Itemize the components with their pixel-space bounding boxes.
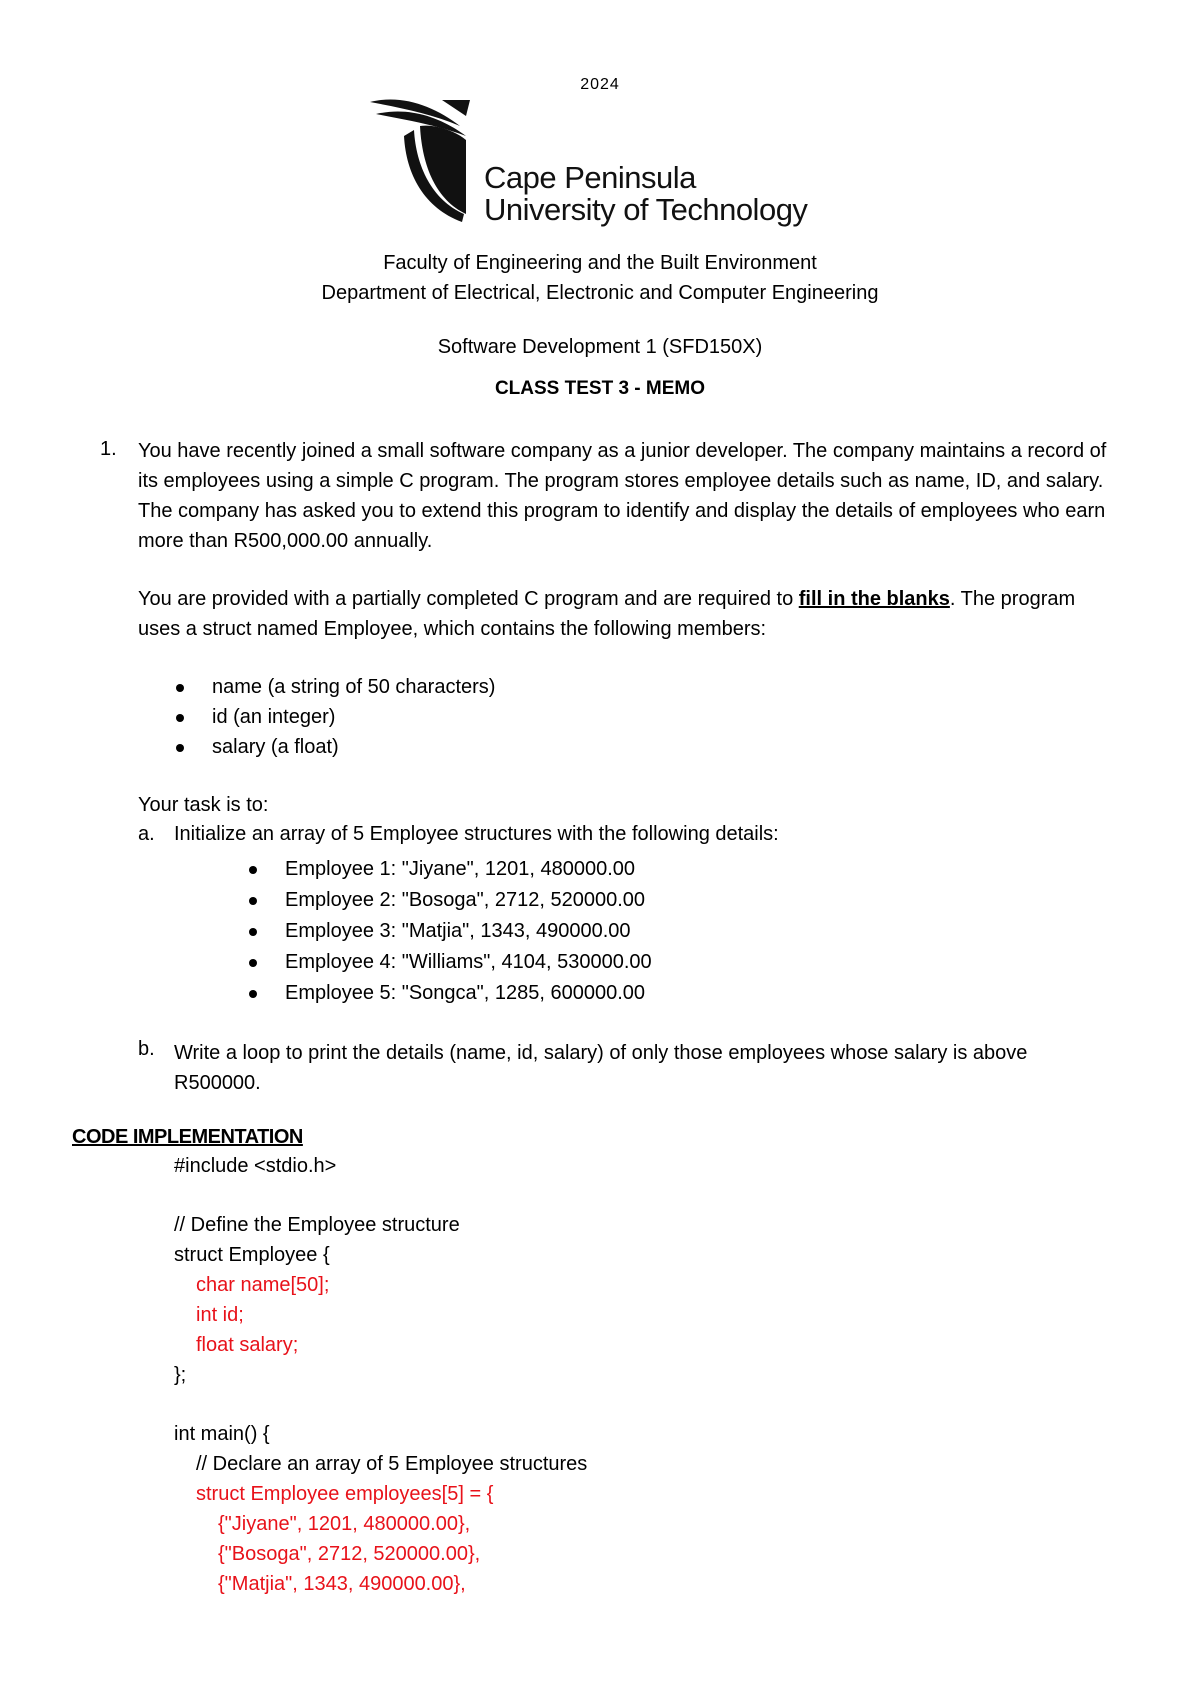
code-line-array-comment: // Declare an array of 5 Employee structures xyxy=(196,1453,588,1475)
paragraph-2-intro: You are provided with a partially completed C program and are required to xyxy=(138,588,799,610)
bullet-icon xyxy=(249,959,257,967)
code-line-main: int main() { xyxy=(174,1423,270,1445)
faculty-heading: Faculty of Engineering and the Built Environment xyxy=(383,252,817,274)
code-answer-name-member: char name[50]; xyxy=(196,1274,330,1296)
item-a-text: Initialize an array of 5 Employee structures with the following details: xyxy=(174,823,779,845)
bullet-icon xyxy=(249,990,257,998)
bullet-icon xyxy=(249,897,257,905)
document-year: 2024 xyxy=(580,76,620,93)
item-b-label: b. xyxy=(138,1038,155,1060)
university-logo xyxy=(362,96,832,246)
course-heading: Software Development 1 (SFD150X) xyxy=(437,336,763,358)
task-intro: Your task is to: xyxy=(138,794,269,816)
code-answer-array-entry: {"Bosoga", 2712, 520000.00}, xyxy=(218,1543,481,1565)
code-implementation-heading: CODE IMPLEMENTATION xyxy=(72,1126,303,1148)
question-number: 1. xyxy=(100,438,117,460)
code-answer-array-entry: {"Jiyane", 1201, 480000.00}, xyxy=(218,1513,471,1535)
bullet-icon xyxy=(249,866,257,874)
bullet-icon xyxy=(249,928,257,936)
test-title: CLASS TEST 3 - MEMO xyxy=(494,378,706,399)
fill-in-the-blanks-emphasis: fill in the blanks xyxy=(798,588,950,610)
university-logo-icon xyxy=(362,96,502,226)
code-line-include: #include <stdio.h> xyxy=(174,1155,337,1177)
university-name-line2: University of Technology xyxy=(484,192,808,227)
item-b-text: Write a loop to print the details (name, id, salary) of only those employees whose salary is above R500000. xyxy=(174,1042,1028,1094)
code-answer-id-member: int id; xyxy=(196,1304,244,1326)
paragraph-2-rest: . The program uses a struct named Employee, which contains the following members: xyxy=(138,588,1076,640)
code-line-struct-close: }; xyxy=(174,1364,187,1386)
code-line-struct-open: struct Employee { xyxy=(174,1244,330,1266)
bullet-icon xyxy=(176,714,184,722)
code-answer-array-declaration: struct Employee employees[5] = { xyxy=(196,1483,494,1505)
bullet-icon xyxy=(176,744,184,752)
code-answer-salary-member: float salary; xyxy=(196,1334,299,1356)
code-answer-array-entry: {"Matjia", 1343, 490000.00}, xyxy=(218,1573,466,1595)
department-heading: Department of Electrical, Electronic and Computer Engineering xyxy=(321,282,879,304)
question-paragraph-1: You have recently joined a small software company as a junior developer. The company maintains a record of its employees using a simple C program. The program stores employee details such as name, ID, and salary. The company has asked you to extend this program to identify and display the details of employees who earn more than R500,000.00 annually. xyxy=(138,440,1107,552)
university-name-line1: Cape Peninsula xyxy=(484,160,696,195)
question-paragraph-2 xyxy=(138,584,1118,644)
item-a-label: a. xyxy=(138,823,155,845)
code-line-comment: // Define the Employee structure xyxy=(174,1214,460,1236)
bullet-icon xyxy=(176,684,184,692)
university-name xyxy=(484,162,807,226)
